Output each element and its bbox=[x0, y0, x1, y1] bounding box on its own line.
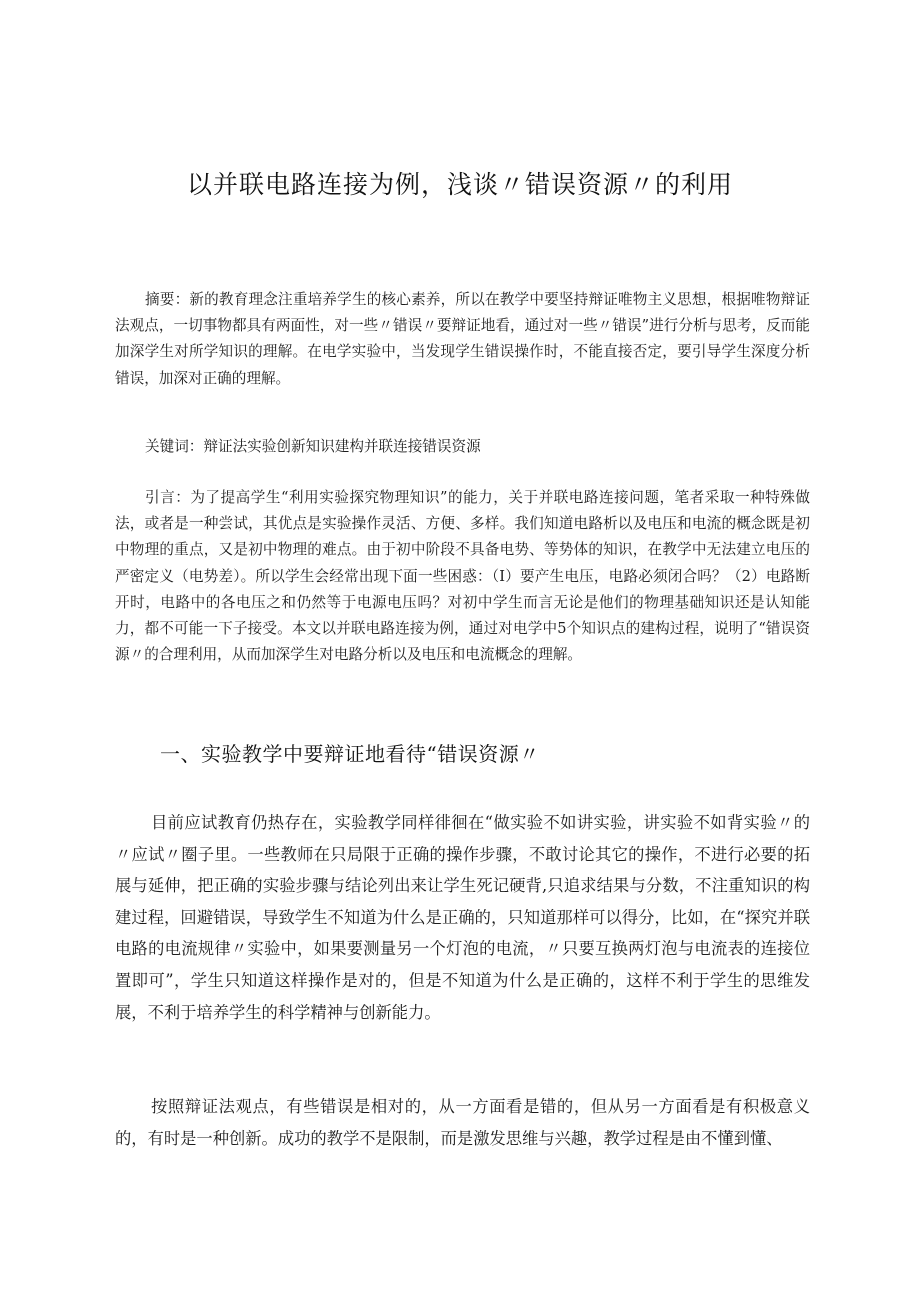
abstract-paragraph: 摘要：新的教育理念注重培养学生的核心素养，所以在教学中要坚持辩证唯物主义思想，根据唯物辩证法观点，一切事物都具有两面性，对一些〃错误〃要辩证地看，通过对一些〃错误”进行分析与思考，反而能加深学生对所学知识的理解。在电学实验中，当发现学生错误操作时，不能直接否定，要引导学生深度分析错误，加深对正确的理解。 bbox=[115, 291, 810, 387]
section-heading: 一、实验教学中要辩证地看待“错误资源〃 bbox=[160, 742, 540, 766]
document-title: 以并联电路连接为例，浅谈〃错误资源〃的利用 bbox=[186, 170, 733, 199]
keywords-paragraph: 关键词：辩证法实验创新知识建构并联连接错误资源 bbox=[145, 438, 481, 455]
introduction-paragraph: 引言：为了提高学生“利用实验探究物理知识”的能力，关于并联电路连接问题，笔者采取一种特殊做法，或者是一种尝试，其优点是实验操作灵活、方便、多样。我们知道电路析以及电压和电流的概念既是初中物理的重点，又是初中物理的难点。由于初中阶段不具备电势、等势体的知识，在教学中无法建立电压的严密定义（电势差）。所以学生会经常出现下面一些困惑：（I）要产生电压，电路必须闭合吗？（2）电路断开时，电路中的各电压之和仍然等于电源电压吗？对初中学生而言无论是他们的物理基础知识还是认知能力，都不可能一下子接受。本文以并联电路连接为例，通过对电学中5个知识点的建构过程，说明了“错误资源〃的合理利用，从而加深学生对电路分析以及电压和电流概念的理解。 bbox=[115, 489, 810, 664]
body-paragraph-1: 目前应试教育仍热存在，实验教学同样徘徊在“做实验不如讲实验，讲实验不如背实验〃的〃应试〃圈子里。一些教师在只局限于正确的操作步骤，不敢讨论其它的操作，不进行必要的拓展与延伸，把正确的实验步骤与结论列出来让学生死记硬背,只追求结果与分数，不注重知识的构建过程，回避错误，导致学生不知道为什么是正确的，只知道那样可以得分，比如，在“探究并联电路的电流规律〃实验中，如果要测量另一个灯泡的电流，〃只要互换两灯泡与电流表的连接位置即可”，学生只知道这样操作是对的，但是不知道为什么是正确的，这样不利于学生的思维发展，不利于培养学生的科学精神与创新能力。 bbox=[115, 813, 810, 1022]
body-paragraph-2: 按照辩证法观点，有些错误是相对的，从一方面看是错的，但从另一方面看是有积极意义的，有时是一种创新。成功的教学不是限制，而是激发思维与兴趣，教学过程是由不懂到懂、 bbox=[115, 1097, 810, 1148]
